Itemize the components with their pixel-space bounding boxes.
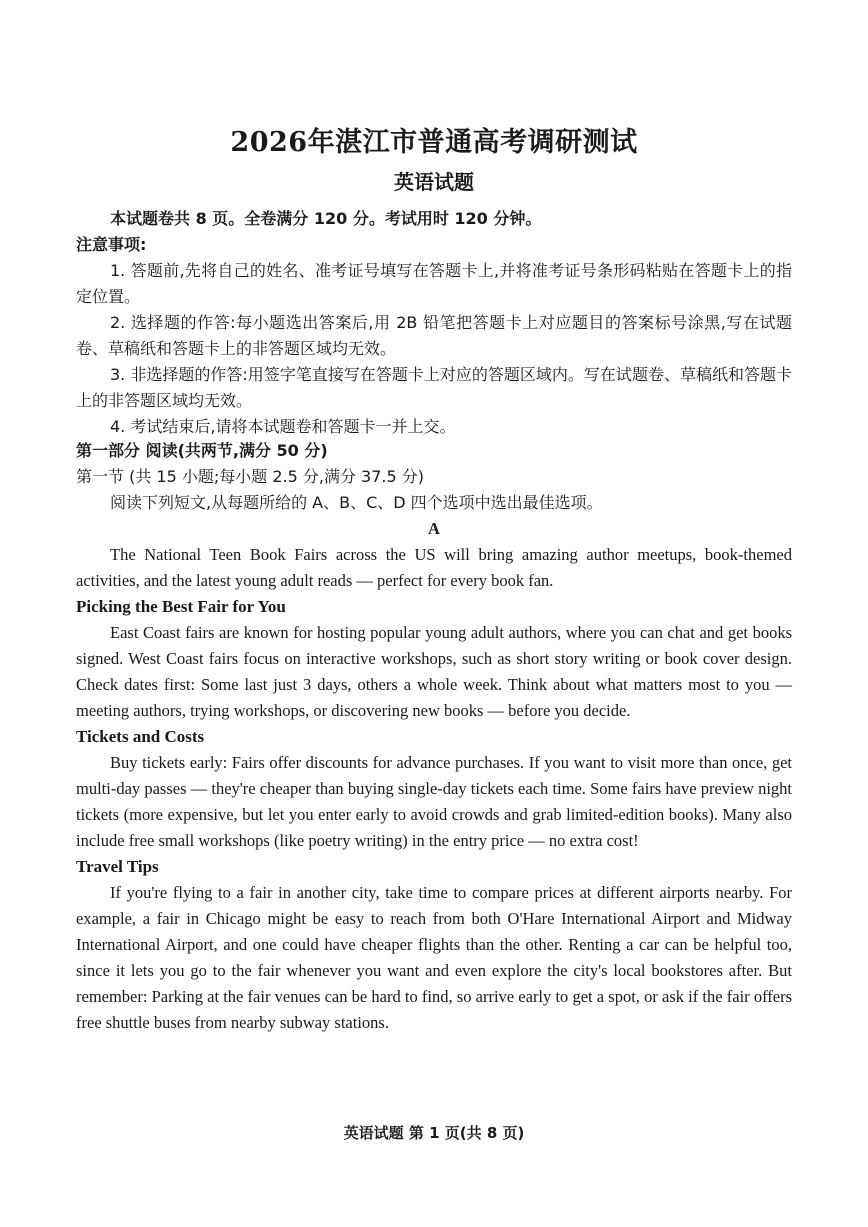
page-subtitle: 英语试题	[394, 170, 474, 194]
part1-heading: 第一部分 阅读(共两节,满分 50 分)	[76, 441, 328, 460]
exam-intro: 本试题卷共 8 页。全卷满分 120 分。考试用时 120 分钟。	[110, 209, 542, 228]
passage-intro: The National Teen Book Fairs across the US will bring amazing author meetups, book-themed activities, and the latest young adult reads — perfect for every book fan.	[76, 545, 792, 590]
page-title: 2026年湛江市普通高考调研测试	[230, 127, 638, 158]
part1-section	[76, 438, 792, 516]
notes-section	[76, 232, 792, 440]
section-heading-picking: Picking the Best Fair for You	[76, 597, 286, 616]
passage-label: A	[428, 519, 440, 538]
section-body-tickets: Buy tickets early: Fairs offer discounts for advance purchases. If you want to visit more than once, get multi-day passes — they're cheaper than buying single-day tickets each time. Some fairs have preview night tickets (more expensive, but let you enter early to avoid crowds and grab limited-edition books). Many also include free small workshops (like poetry writing) in the entry price — no extra cost!	[76, 753, 792, 850]
note-item: 3. 非选择题的作答:用签字笔直接写在答题卡上对应的答题区域内。写在试题卷、草稿纸和答题卡上的非答题区域均无效。	[76, 365, 792, 410]
section-heading-travel: Travel Tips	[76, 857, 159, 876]
section1-heading: 第一节 (共 15 小题;每小题 2.5 分,满分 37.5 分)	[76, 467, 424, 486]
section-body-travel: If you're flying to a fair in another city, take time to compare prices at different airports nearby. For example, a fair in Chicago might be easy to reach from both O'Hare International Airport and Midway International Airport, and one could have cheaper flights than the other. Renting a car can be helpful too, since it lets you go to the fair whenever you want and even explore the city's local bookstores after. But remember: Parking at the fair venues can be hard to find, so arrive early to get a spot, or ask if the fair offers free shuttle buses from nearby subway stations.	[76, 883, 792, 1032]
section1-instruction: 阅读下列短文,从每题所给的 A、B、C、D 四个选项中选出最佳选项。	[110, 493, 603, 512]
notes-heading: 注意事项:	[76, 235, 147, 254]
note-item: 1. 答题前,先将自己的姓名、准考证号填写在答题卡上,并将准考证号条形码粘贴在答题卡上的指定位置。	[76, 261, 792, 306]
page-footer: 英语试题 第 1 页(共 8 页)	[343, 1124, 525, 1142]
note-item: 4. 考试结束后,请将本试题卷和答题卡一并上交。	[110, 417, 456, 436]
section-body-picking: East Coast fairs are known for hosting popular young adult authors, where you can chat and get books signed. West Coast fairs focus on interactive workshops, such as short story writing or book cover design. Check dates first: Some last just 3 days, others a whole week. Think about what matters most to you — meeting authors, trying workshops, or discovering new books — before you decide.	[76, 623, 792, 720]
note-item: 2. 选择题的作答:每小题选出答案后,用 2B 铅笔把答题卡上对应题目的答案标号涂黑,写在试题卷、草稿纸和答题卡上的非答题区域均无效。	[76, 313, 792, 358]
section-heading-tickets: Tickets and Costs	[76, 727, 205, 746]
passage-a	[76, 516, 792, 1036]
